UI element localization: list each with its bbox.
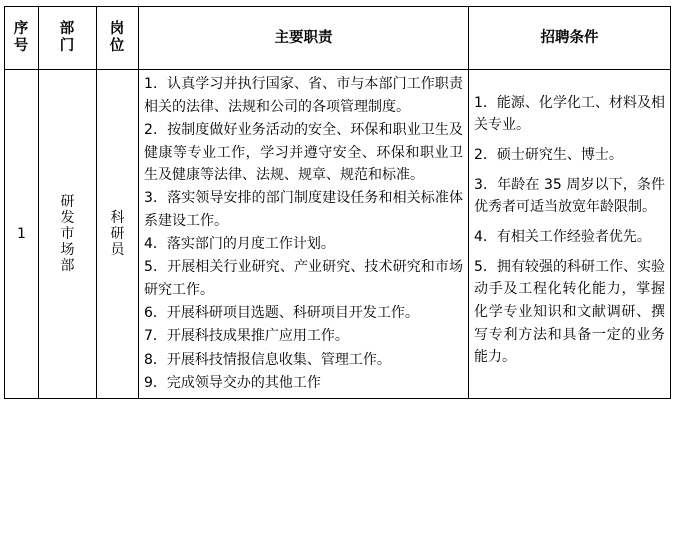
table-body [5, 70, 671, 399]
cell-position-char-3: 员 [110, 242, 125, 258]
requirement-list [474, 92, 665, 369]
cell-position [97, 70, 139, 399]
column-header-department-char-2: 门 [59, 38, 76, 54]
cell-department-char-3: 市 [60, 225, 75, 242]
column-header-duties: 主要职责 [139, 7, 469, 70]
cell-position-char-2: 研 [110, 225, 125, 242]
cell-department-char-2: 发 [60, 209, 75, 226]
job-recruitment-table [4, 6, 671, 399]
column-header-department [39, 7, 97, 70]
duty-item: 6．开展科研项目选题、科研项目开发工作。 [144, 305, 419, 322]
column-header-position [97, 7, 139, 70]
requirement-item: 4．有相关工作经验者优先。 [474, 229, 651, 246]
column-header-sequence-char-1: 序 [13, 21, 30, 38]
cell-department-char-5: 部 [60, 258, 75, 275]
column-header-requirements: 招聘条件 [469, 7, 671, 70]
table-row [5, 70, 671, 399]
duty-item: 1．认真学习并执行国家、省、市与本部门工作职责相关的法律、法规和公司的各项管理制度。 [144, 76, 463, 115]
duty-item: 3．落实领导安排的部门制度建设任务和相关标准体系建设工作。 [144, 190, 463, 230]
duty-item: 9．完成领导交办的其他工作 [144, 374, 321, 391]
column-header-department-char-1: 部 [59, 21, 76, 38]
requirement-item: 3．年龄在 35 周岁以下，条件优秀者可适当放宽年龄限制。 [474, 176, 665, 216]
column-header-position-char-2: 位 [109, 38, 126, 54]
duty-item: 4．落实部门的月度工作计划。 [144, 236, 335, 253]
column-header-position-char-1: 岗 [109, 21, 126, 38]
header-row [5, 7, 671, 70]
column-header-sequence [5, 7, 39, 70]
cell-requirements [469, 70, 671, 399]
requirement-item: 5．拥有较强的科研工作、实验动手及工程化转化能力，掌握化学专业知识和文献调研、撰写专利方法和具备一定的业务能力。 [474, 258, 665, 366]
table-header [5, 7, 671, 70]
cell-duties [139, 70, 469, 399]
duty-item: 8．开展科技情报信息收集、管理工作。 [144, 351, 391, 368]
requirement-item: 2．硕士研究生、博士。 [474, 147, 623, 164]
cell-sequence-number: 1 [5, 70, 39, 399]
requirement-item: 1．能源、化学化工、材料及相关专业。 [474, 94, 665, 134]
duty-item: 7．开展科技成果推广应用工作。 [144, 328, 349, 345]
cell-department-char-4: 场 [60, 242, 75, 258]
duty-item: 5．开展相关行业研究、产业研究、技术研究和市场研究工作。 [144, 259, 463, 299]
duty-list [144, 73, 463, 394]
column-header-sequence-char-2: 号 [13, 38, 30, 54]
duty-item: 2．按制度做好业务活动的安全、环保和职业卫生及健康等专业工作，学习并遵守安全、环保和职业卫生及健康等法律、法规、规章、规范和标准。 [144, 121, 463, 184]
cell-position-char-1: 科 [110, 209, 125, 226]
cell-department-char-1: 研 [60, 193, 75, 210]
cell-department [39, 70, 97, 399]
